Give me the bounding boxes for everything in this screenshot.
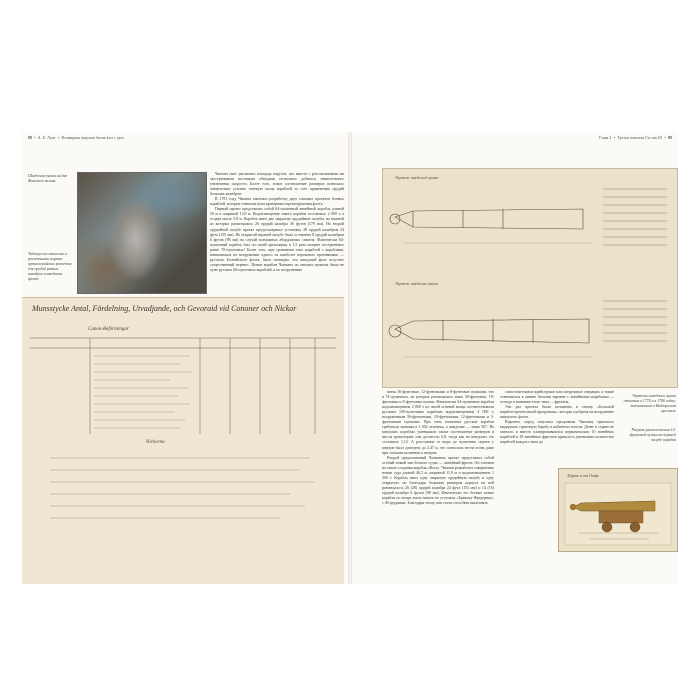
left-paragraph-2: В 1781 году Чапман закончил разработку двух типовых проектов боевых кораблей, которые отвечали всем критериям перевооружения флота.	[210, 197, 344, 207]
chapter-title: Третья попытка Густав III	[617, 136, 663, 140]
right-running-head: Глава 2 • Третья попытка Густав III • 89	[598, 136, 672, 140]
left-paragraph-1: Чапман смог увеличить площадь парусов, что вместе с рассчитанными им заостренными носовыми обводами позволило добиться значительного увеличения скорости. Более того, новое соотношение размеров позволило значительно усилить огневую мощь кораблей за счет применения орудий больших калибров.	[210, 172, 344, 197]
photo-caption: Шведская пушка на дне Финского залива	[28, 174, 68, 183]
book-title: Всемирная морская битва кил с грот	[61, 136, 125, 140]
deck-cannon-color-illustration	[558, 468, 678, 552]
table-scan-lines-bottom	[30, 448, 336, 568]
author-name: А. Б. Лунг	[37, 136, 56, 140]
right-page-number: 89	[668, 136, 672, 140]
right-col-1	[382, 390, 494, 506]
left-running-head: 88 • А. Б. Лунг • Всемирная морская битва кил с грот	[28, 136, 125, 140]
cannon-drawing-lines	[383, 169, 677, 387]
table-scan-lines-top	[30, 336, 336, 436]
right-col2-paragraph-1: самостоятельные крейсерские или патрульные операции, а также становиться в линию баталии наравне с линейными кораблями — отсюда и название этого типа — фрегаты.	[500, 390, 614, 405]
color-image-title: Туфенг и от Остр	[567, 473, 599, 478]
left-page	[22, 132, 348, 584]
gun-crew-table-scan	[22, 297, 344, 584]
color-cannon-drawing	[559, 469, 677, 551]
right-col1-paragraph-1: жены 36-фунтовые, 12-фунтовыми и 8-фунтовые пушками, что в 74-пушечных, на которых размещались лишь 30-фунтовые, 18-фунтовые и 8-фунтовые пушки. Фактически 64-пушечные корабли водоизмещением 2 000 т по своей огневой мощи соответствовали русским 100-пушечным кораблям водоизмещением 4 000 т, вооруженным 36-фунтовыми, 18-фунтовыми, 12-фунтовыми и 3-фунтовыми пушками. При этом типичные русские корабли требовали экипажа в 1 002 человека, а шведские — лишь 567. На шведских кораблях уменьшили также соотношение размеров и массы артиллерии: она достигало 0,8, тогда как на шведских это составило 1,12. А расстояние от воды до пушечных портов у шведов было доведено до 2,47 м, что позволяло вести огонь даже при сильном волнении и шторме.	[382, 390, 494, 455]
table-scan-title: Munsstycke Antal, Fördelning, Utvadjande, och Gevoraid vid Cononer och Nickor	[32, 304, 297, 313]
right-page	[352, 132, 678, 584]
right-col2-paragraph-3: Впрочем, перед запуском программы Чапману пришлось выдержать серьезную борьбу в кабинетах власти. Денег в стране не хватало, и вместо планировавшихся первоначально 10 линейных кораблей и 10 линейных фрегатов пришлось уменьшить количество кораблей каждого типа до	[500, 420, 614, 445]
left-page-number: 88	[28, 136, 32, 140]
table-scan-subheading-2: Nickorna	[146, 440, 165, 445]
table-caption: Таблица численности и расчетными нормам артиллерийских расчетов для орудий разных калибров в шведском флоте	[28, 252, 72, 281]
drawing-side-caption: Чертежи шведских пушек отлитых в 1774 и в 1780 годах, выполненные в Выборгском арсенале	[623, 394, 676, 413]
left-body-text	[210, 172, 344, 273]
color-image-caption: Рисунок расположения 12-фунтовой пушки на верхней палубе корабля	[629, 428, 676, 442]
cannon-technical-drawing	[382, 168, 678, 388]
book-spread	[22, 132, 678, 584]
right-col2-paragraph-2: Эти два проекта были положены в основу «Большой кораблестроительной программы», которая одобрена на вооружение шведского флота.	[500, 405, 614, 420]
drawing-caption-2: Чертеж шведских пушек	[395, 281, 439, 286]
underwater-cannon-photo	[77, 172, 207, 294]
table-scan-subheading-1: Canon-Beförtningar	[88, 327, 129, 332]
right-col-2	[500, 390, 614, 446]
left-paragraph-3: Первый проект представлял собой 64-пушечный линейный корабль длиной 50 м и шириной 13,9 м. Водоизмещение такого корабля составляло 2 000 т, а осадка около 5,8 м. Корабль имел две закрытые орудийные палубы, на нижней из которых размещались 26 орудий калибра 36 футов (179 мм). На второй орудийной палубе проект предусматривал установку 28 орудий калибром 24 фута (155 мм). На открытой верхней палубе было оставлено 8 орудий калибром 6 футов (98 мм) на случай возможных абордажных схваток. Фактически 64-пушечный корабль был по своей артиллерии в 1,5 раза мощнее построенных ранее 70-пушечных! Более того, при сравнении этих кораблей с кораблями, имевшимися на вооружении одного из наиболее вероятных противников — русского Балтийского флота, было очевидно, что шведский флот получает существенный перевес. Новые корабли Чапмана по многим пунктам были не хуже русских 66-пушечных кораблей, а по вооружению	[210, 207, 344, 272]
right-col1-paragraph-2: Второй предложенный Чапманом проект представлял собой особый новый тип боевого судна — линейный фрегат. Он основан на опыте создания корабля «Васа». Чапман разработал совершенно новые суда длиной 46,5 м, шириной 11,9 м и водоизмещением 1 300 т. Корабль имел одну закрытую орудийную палубу и одну открытую, но благодаря большим размерам корпуса на ней размещалось 26 (28) орудий калибра 24 фута (155 мм) и 14 (16) орудий калибра 6 футов (98 мм). Фактически это боевые новые корабли по мощи залпа ничуть не уступали «Бравому-Фредерику» с 40 орудиями. Благодаря этому они стали способны выполнять	[382, 455, 494, 506]
drawing-caption-1: Чертеж шведской пушки	[395, 175, 439, 180]
chapter-label: Глава 2	[598, 136, 612, 140]
